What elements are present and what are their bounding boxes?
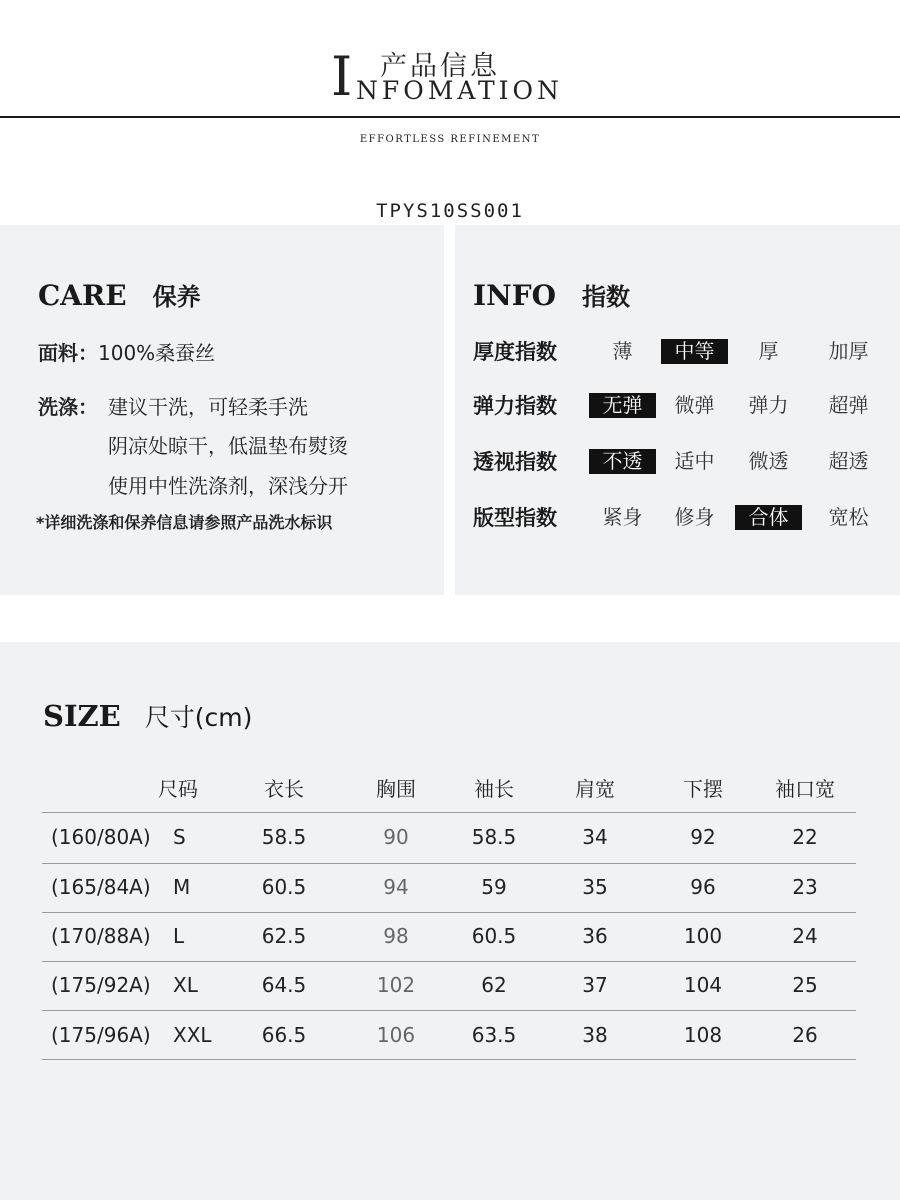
elasticity-option-1: 无弹: [589, 393, 656, 418]
sleeve-value: 59: [481, 875, 507, 899]
chest-value: 90: [383, 825, 409, 849]
wash-line-3: 使用中性洗涤剂，深浅分开: [108, 474, 348, 498]
thickness-index-label: 厚度指数: [473, 340, 557, 364]
elasticity-index-row: [473, 391, 893, 421]
col-cuff: 袖口宽: [775, 777, 835, 801]
cuff-value: 25: [792, 973, 818, 997]
thickness-option-1: 薄: [612, 339, 633, 363]
elasticity-option-3: 弹力: [748, 393, 789, 417]
chest-value: 94: [383, 875, 409, 899]
transparency-option-1: 不透: [589, 449, 656, 474]
size-section: [0, 642, 900, 1200]
cuff-value: 22: [792, 825, 818, 849]
fit-option-3: 合体: [735, 505, 802, 530]
sleeve-value: 63.5: [471, 1023, 517, 1047]
size-spec: (170/88A): [51, 924, 151, 948]
col-chest: 胸围: [376, 777, 416, 801]
fabric-row: [38, 337, 215, 366]
length-value: 60.5: [261, 875, 307, 899]
info-heading-cn: 指数: [581, 283, 630, 311]
wash-label-row: [38, 391, 98, 420]
shoulder-value: 38: [582, 1023, 608, 1047]
title-english: NFOMATION: [356, 76, 563, 105]
hem-value: 96: [690, 875, 716, 899]
size-code: XXL: [173, 1023, 212, 1047]
sleeve-value: 60.5: [471, 924, 517, 948]
size-spec: (165/84A): [51, 875, 151, 899]
table-row: [42, 863, 856, 912]
chest-value: 106: [376, 1023, 416, 1047]
table-divider: [42, 1059, 856, 1060]
cuff-value: 26: [792, 1023, 818, 1047]
hem-value: 108: [683, 1023, 723, 1047]
chest-value: 98: [383, 924, 409, 948]
wash-line-1: 建议干洗，可轻柔手洗: [108, 395, 308, 419]
table-row: [42, 813, 856, 862]
size-heading-cn: 尺寸(cm): [144, 703, 253, 732]
length-value: 64.5: [261, 973, 307, 997]
transparency-index-row: [473, 447, 893, 477]
col-size: 尺码: [158, 777, 198, 801]
chest-value: 102: [376, 973, 416, 997]
cuff-value: 24: [792, 924, 818, 948]
size-code: S: [173, 825, 186, 849]
product-sku: TPYS10SS001: [376, 200, 524, 222]
elasticity-index-label: 弹力指数: [473, 394, 557, 418]
table-row: [42, 1011, 856, 1060]
care-heading-en: CARE: [38, 279, 127, 312]
fit-option-2: 修身: [674, 505, 715, 529]
wash-line-2: 阴凉处晾干，低温垫布熨烫: [108, 434, 348, 458]
transparency-option-4: 超透: [828, 449, 869, 473]
thickness-option-2: 中等: [661, 339, 728, 364]
tagline: EFFORTLESS REFINEMENT: [359, 134, 541, 145]
sleeve-value: 58.5: [471, 825, 517, 849]
length-value: 66.5: [261, 1023, 307, 1047]
table-row: [42, 961, 856, 1010]
thickness-option-4: 加厚: [828, 339, 869, 363]
shoulder-value: 35: [582, 875, 608, 899]
thickness-index-row: [473, 337, 893, 367]
header-divider: [0, 116, 900, 118]
hem-value: 92: [690, 825, 716, 849]
size-code: M: [173, 875, 191, 899]
transparency-index-label: 透视指数: [473, 450, 557, 474]
size-heading: [43, 698, 252, 734]
size-code: XL: [173, 973, 198, 997]
info-heading: [473, 277, 630, 312]
fit-option-4: 宽松: [828, 505, 869, 529]
care-note: *详细洗涤和保养信息请参照产品洗水标识: [36, 513, 333, 532]
info-heading-en: INFO: [473, 279, 556, 312]
fit-index-row: [473, 503, 893, 533]
size-spec: (175/92A): [51, 973, 151, 997]
fabric-label: 面料：: [38, 341, 98, 365]
hem-value: 100: [683, 924, 723, 948]
care-heading-cn: 保养: [152, 283, 201, 311]
elasticity-option-2: 微弹: [674, 393, 715, 417]
col-sleeve: 袖长: [474, 777, 514, 801]
header: [0, 0, 900, 225]
size-spec: (160/80A): [51, 825, 151, 849]
hem-value: 104: [683, 973, 723, 997]
fit-index-label: 版型指数: [473, 506, 557, 530]
size-table-header: [42, 773, 856, 813]
size-code: L: [173, 924, 185, 948]
length-value: 58.5: [261, 825, 307, 849]
transparency-option-3: 微透: [748, 449, 789, 473]
care-panel: [0, 225, 444, 595]
elasticity-option-4: 超弹: [828, 393, 869, 417]
shoulder-value: 34: [582, 825, 608, 849]
fabric-value: 100%桑蚕丝: [98, 341, 216, 365]
wash-label: 洗涤：: [38, 395, 98, 419]
care-heading: [38, 277, 201, 312]
thickness-option-3: 厚: [758, 339, 779, 363]
size-spec: (175/96A): [51, 1023, 151, 1047]
table-row: [42, 912, 856, 961]
col-length: 衣长: [264, 777, 304, 801]
cuff-value: 23: [792, 875, 818, 899]
info-panel: [455, 225, 900, 595]
sleeve-value: 62: [481, 973, 507, 997]
title-initial-letter: I: [331, 45, 353, 108]
shoulder-value: 36: [582, 924, 608, 948]
size-heading-en: SIZE: [43, 699, 121, 733]
shoulder-value: 37: [582, 973, 608, 997]
length-value: 62.5: [261, 924, 307, 948]
col-shoulder: 肩宽: [575, 777, 615, 801]
col-hem: 下摆: [683, 777, 723, 801]
title-chinese: 产品信息: [380, 51, 500, 82]
transparency-option-2: 适中: [674, 449, 715, 473]
fit-option-1: 紧身: [602, 505, 643, 529]
